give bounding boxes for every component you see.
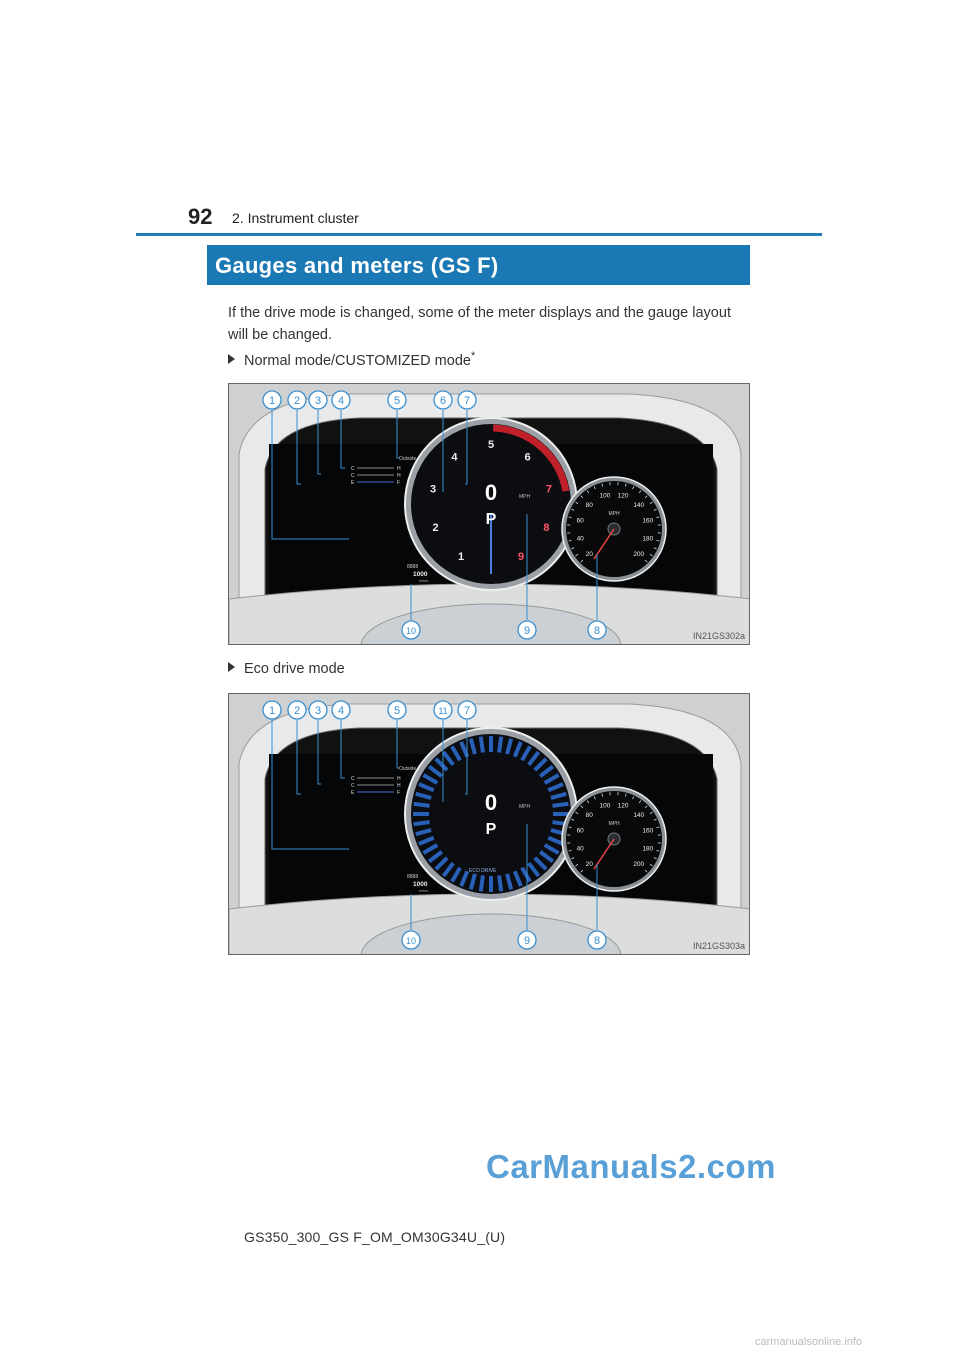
speedo-number: 60 (576, 517, 584, 525)
outside-label: Outside (399, 456, 417, 462)
speedo-number: 120 (617, 492, 629, 500)
speed-unit: MPH (519, 494, 531, 500)
gauge-left-label: C (351, 473, 355, 479)
figure-id: IN21GS302a (692, 631, 745, 641)
gear-indicator: P (485, 511, 497, 528)
callout-number: 1 (268, 705, 276, 717)
gauge-left-label: C (351, 776, 355, 782)
tach-number: 7 (545, 483, 553, 496)
speedo-number: 20 (585, 861, 593, 869)
speedo-number: 20 (585, 551, 593, 559)
gauge-left-label: E (351, 480, 355, 486)
gauge-right-label: H (397, 783, 401, 789)
gauge-right-label: F (397, 480, 401, 486)
intro-paragraph: If the drive mode is changed, some of the meter displays and the gauge layout will be changed. (228, 305, 731, 343)
gauge-left-label: C (351, 783, 355, 789)
footnote-mark: * (470, 350, 476, 362)
odo-unit: miles (419, 888, 429, 893)
tach-number: 8 (543, 521, 550, 534)
callout-number: 1 (268, 395, 276, 407)
gauge-right-label: F (397, 790, 401, 796)
callout-number: 9 (523, 935, 531, 947)
speedo-number: 160 (642, 517, 654, 525)
speedo-number: 100 (599, 492, 611, 500)
eco-ring-segment (481, 737, 483, 753)
bullet-triangle-icon (228, 662, 235, 672)
eco-ring-segment (499, 737, 501, 753)
header-rule (136, 233, 822, 236)
callout-number: 11 (438, 706, 448, 716)
callout-number: 8 (593, 935, 601, 947)
speedo-unit: MPH (608, 821, 620, 827)
mode-bullet-eco (228, 661, 345, 677)
speedo-number: 140 (633, 811, 645, 819)
speedo-number: 80 (585, 501, 593, 509)
callout-number: 5 (393, 395, 401, 407)
tach-number: 5 (487, 439, 495, 451)
callout-number: 10 (405, 626, 417, 636)
eco-ring-segment (552, 804, 568, 806)
gauge-right-label: H (397, 466, 401, 472)
odo-value: 1000 (413, 881, 428, 888)
footer-code: GS350_300_GS F_OM_OM30G34U_(U) (244, 1229, 506, 1245)
callout-number: 2 (293, 705, 301, 717)
speed-unit: MPH (519, 804, 531, 810)
odo-unit: miles (419, 578, 429, 583)
callout-number: 3 (314, 395, 322, 407)
speedo-number: 140 (633, 501, 645, 509)
tach-number: 3 (429, 483, 437, 496)
callout-number: 10 (405, 936, 417, 946)
eco-ring-segment (414, 804, 430, 806)
speedo-unit: MPH (608, 511, 620, 517)
cluster-illustration-normal (229, 384, 750, 645)
callout-number: 4 (337, 705, 345, 717)
cluster-illustration-eco (229, 694, 750, 955)
callout-number: 4 (337, 395, 345, 407)
gauge-right-label: H (397, 473, 401, 479)
callout-number: 2 (293, 395, 301, 407)
speedo-number: 60 (576, 827, 584, 835)
tach-number: 1 (457, 550, 465, 563)
speedo-number: 160 (642, 827, 654, 835)
digital-speed: 0 (484, 480, 498, 505)
page-number: 92 (188, 204, 213, 229)
odo-top: 8888 (407, 564, 419, 570)
callout-number: 7 (463, 395, 471, 407)
watermark-small: carmanualsonline.info (755, 1336, 863, 1348)
outside-label: Outside (399, 766, 417, 772)
eco-ring-segment (481, 875, 483, 891)
mode-label: Normal mode/CUSTOMIZED mode (244, 352, 471, 369)
figure-id: IN21GS303a (692, 941, 745, 951)
section-title: Gauges and meters (GS F) (215, 253, 499, 278)
digital-speed: 0 (484, 790, 498, 815)
callout-number: 9 (523, 625, 531, 637)
speedo-number: 180 (642, 845, 654, 853)
section-heading (207, 245, 750, 285)
gauge-left-label: C (351, 466, 355, 472)
callout-number: 3 (314, 705, 322, 717)
chapter-title: 2. Instrument cluster (232, 210, 359, 226)
figure-normal-mode (228, 383, 750, 645)
speedo-number: 180 (642, 535, 654, 543)
tach-number: 6 (524, 451, 531, 464)
gear-indicator: P (485, 821, 497, 838)
speedo-number: 100 (599, 802, 611, 810)
speedo-number: 40 (576, 535, 584, 543)
callout-number: 7 (463, 705, 471, 717)
figure-eco-mode (228, 693, 750, 955)
tach-number: 2 (432, 521, 439, 534)
gauge-left-label: E (351, 790, 355, 796)
mode-label: Eco drive mode (244, 661, 345, 677)
speedo-number: 200 (633, 551, 645, 559)
eco-ring-segment (499, 875, 501, 891)
bullet-triangle-icon (228, 354, 235, 364)
tach-number: 9 (517, 550, 525, 563)
callout-number: 5 (393, 705, 401, 717)
callout-number: 8 (593, 625, 601, 637)
callout-number: 6 (439, 395, 447, 407)
speedo-number: 120 (617, 802, 629, 810)
watermark: CarManuals2.com (486, 1148, 776, 1185)
odo-top: 8888 (407, 874, 419, 880)
gauge-right-label: H (397, 776, 401, 782)
speedo-number: 200 (633, 861, 645, 869)
mode-bullet-normal (228, 350, 475, 369)
eco-ring-segment (414, 822, 430, 824)
tach-number: 4 (451, 451, 458, 464)
speedo-number: 80 (585, 811, 593, 819)
eco-label: ECO DRIVE (469, 868, 497, 874)
speedo-number: 40 (576, 845, 584, 853)
odo-value: 1000 (413, 571, 428, 578)
